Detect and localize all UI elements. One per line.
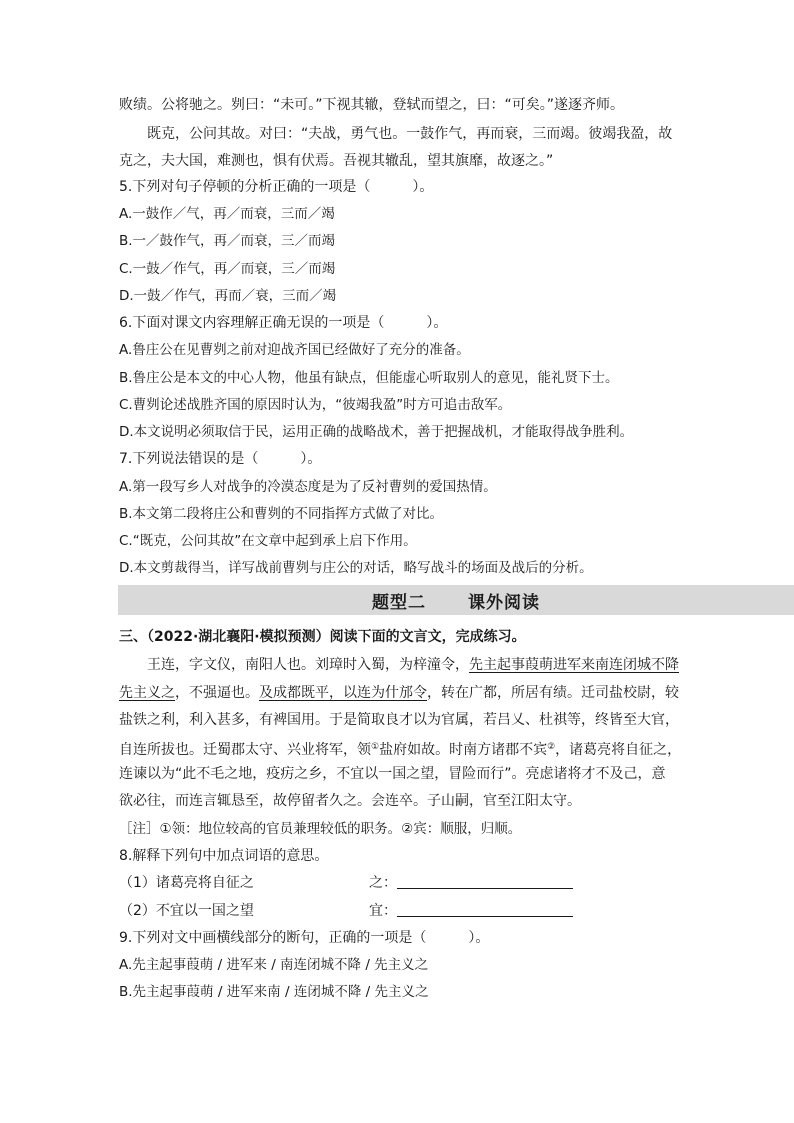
passage-line: 克之，夫大国，难测也，惧有伏焉。吾视其辙乱，望其旗靡，故逐之。” <box>119 153 554 169</box>
answer-blank-2[interactable] <box>397 902 573 917</box>
question-8-stem: 8.解释下列句中加点词语的意思。 <box>119 848 329 864</box>
question-5-stem: 5.下列对句子停顿的分析正确的一项是（ ）。 <box>119 179 434 195</box>
q7-option-d: D.本文剪裁得当，详写战前曹刿与庄公的对话，略写战斗的场面及战后的分析。 <box>119 560 593 576</box>
passage2-line: 王连，字文仪，南阳人也。刘璋时入蜀，为梓潼令，先主起事葭萌进军来南连闭城不降 <box>147 657 679 673</box>
footnote-mark-2: ② <box>547 742 556 752</box>
passage-line: 既克，公问其故。对曰：“夫战，勇气也。一鼓作气，再而衰，三而竭。彼竭我盈，故 <box>147 126 673 142</box>
section-label: 题型二 <box>372 593 426 613</box>
section-heading <box>118 585 794 615</box>
q6-option-b: B.鲁庄公是本文的中心人物，他虽有缺点，但能虚心听取别人的意见，能礼贤下士。 <box>119 370 619 386</box>
q8-item-2: （2）不宜以一国之望 <box>119 903 254 919</box>
answer-blank-1[interactable] <box>397 874 573 889</box>
q5-option-d: D.一鼓／作气，再而／衰，三而／竭 <box>119 288 337 304</box>
q9-option-b: B.先主起事葭萌 / 进军来南 / 连闭城不降 / 先主义之 <box>119 984 429 1000</box>
footnote: ［注］①领：地位较高的官员兼理较低的职务。②宾：顺服，归顺。 <box>119 821 522 837</box>
q8-answer-1: 之： <box>369 873 573 893</box>
q5-option-a: A.一鼓作／气，再／而衰，三而／竭 <box>119 206 335 222</box>
question-6-stem: 6.下面对课文内容理解正确无误的一项是（ ）。 <box>119 315 448 331</box>
question-7-stem: 7.下列说法错误的是（ ）。 <box>119 451 322 467</box>
passage2-line: 自连所拔也。迁蜀郡太守、兴业将军，领①盐府如故。时南方诸郡不宾②，诸葛亮将自征之， <box>119 742 682 758</box>
underlined-sentence-2: 及成都既平，以连为什邡令 <box>259 685 427 701</box>
passage2-line: 连谏以为“此不毛之地，疫疠之乡，不宜以一国之望，冒险而行”。亮虑诸将才不及己，意 <box>119 766 666 782</box>
underlined-sentence-1-cont: 先主义之 <box>119 685 175 701</box>
q8-item-1: （1）诸葛亮将自征之 <box>119 875 254 891</box>
section-heading-text <box>118 588 794 613</box>
underlined-sentence-1: 先主起事葭萌进军来南连闭城不降 <box>469 657 679 673</box>
q6-option-a: A.鲁庄公在见曹刿之前对迎战齐国已经做好了充分的准备。 <box>119 342 470 358</box>
question-9-stem: 9.下列对文中画横线部分的断句，正确的一项是（ ）。 <box>119 930 490 946</box>
passage2-line: 先主义之，不强逼也。及成都既平，以连为什邡令，转在广都，所居有绩。迁司盐校尉，较 <box>119 685 679 701</box>
section-title: 课外阅读 <box>468 593 540 613</box>
part-3-heading: 三、（2022·湖北襄阳·模拟预测）阅读下面的文言文，完成练习。 <box>119 629 526 645</box>
q7-option-a: A.第一段写乡人对战争的冷漠态度是为了反衬曹刿的爱国热情。 <box>119 479 497 495</box>
passage-line: 败绩。公将驰之。刿曰：“未可。”下视其辙，登轼而望之，曰：“可矣。”遂逐齐师。 <box>119 97 625 113</box>
footnote-mark-1: ① <box>371 742 380 752</box>
passage2-line: 盐铁之利，利入甚多，有裨国用。于是简取良才以为官属，若吕乂、杜祺等，终皆至大官， <box>119 712 679 728</box>
q7-option-b: B.本文第二段将庄公和曹刿的不同指挥方式做了对比。 <box>119 506 444 522</box>
q8-answer-2: 宜： <box>369 901 573 921</box>
q5-option-b: B.一／鼓作气，再／而衰，三／而竭 <box>119 233 336 249</box>
q5-option-c: C.一鼓／作气，再／而衰，三／而竭 <box>119 261 336 277</box>
q6-option-c: C.曹刿论述战胜齐国的原因时认为，“彼竭我盈”时方可追击敌军。 <box>119 397 512 413</box>
passage2-line: 欲必往，而连言辄恳至，故停留者久之。会连卒。子山嗣，官至江阳太守。 <box>119 793 581 809</box>
q9-option-a: A.先主起事葭萌 / 进军来 / 南连闭城不降 / 先主义之 <box>119 957 429 973</box>
q7-option-c: C.“既克，公问其故”在文章中起到承上启下作用。 <box>119 533 417 549</box>
q6-option-d: D.本文说明必须取信于民，运用正确的战略战术，善于把握战机，才能取得战争胜利。 <box>119 424 634 440</box>
